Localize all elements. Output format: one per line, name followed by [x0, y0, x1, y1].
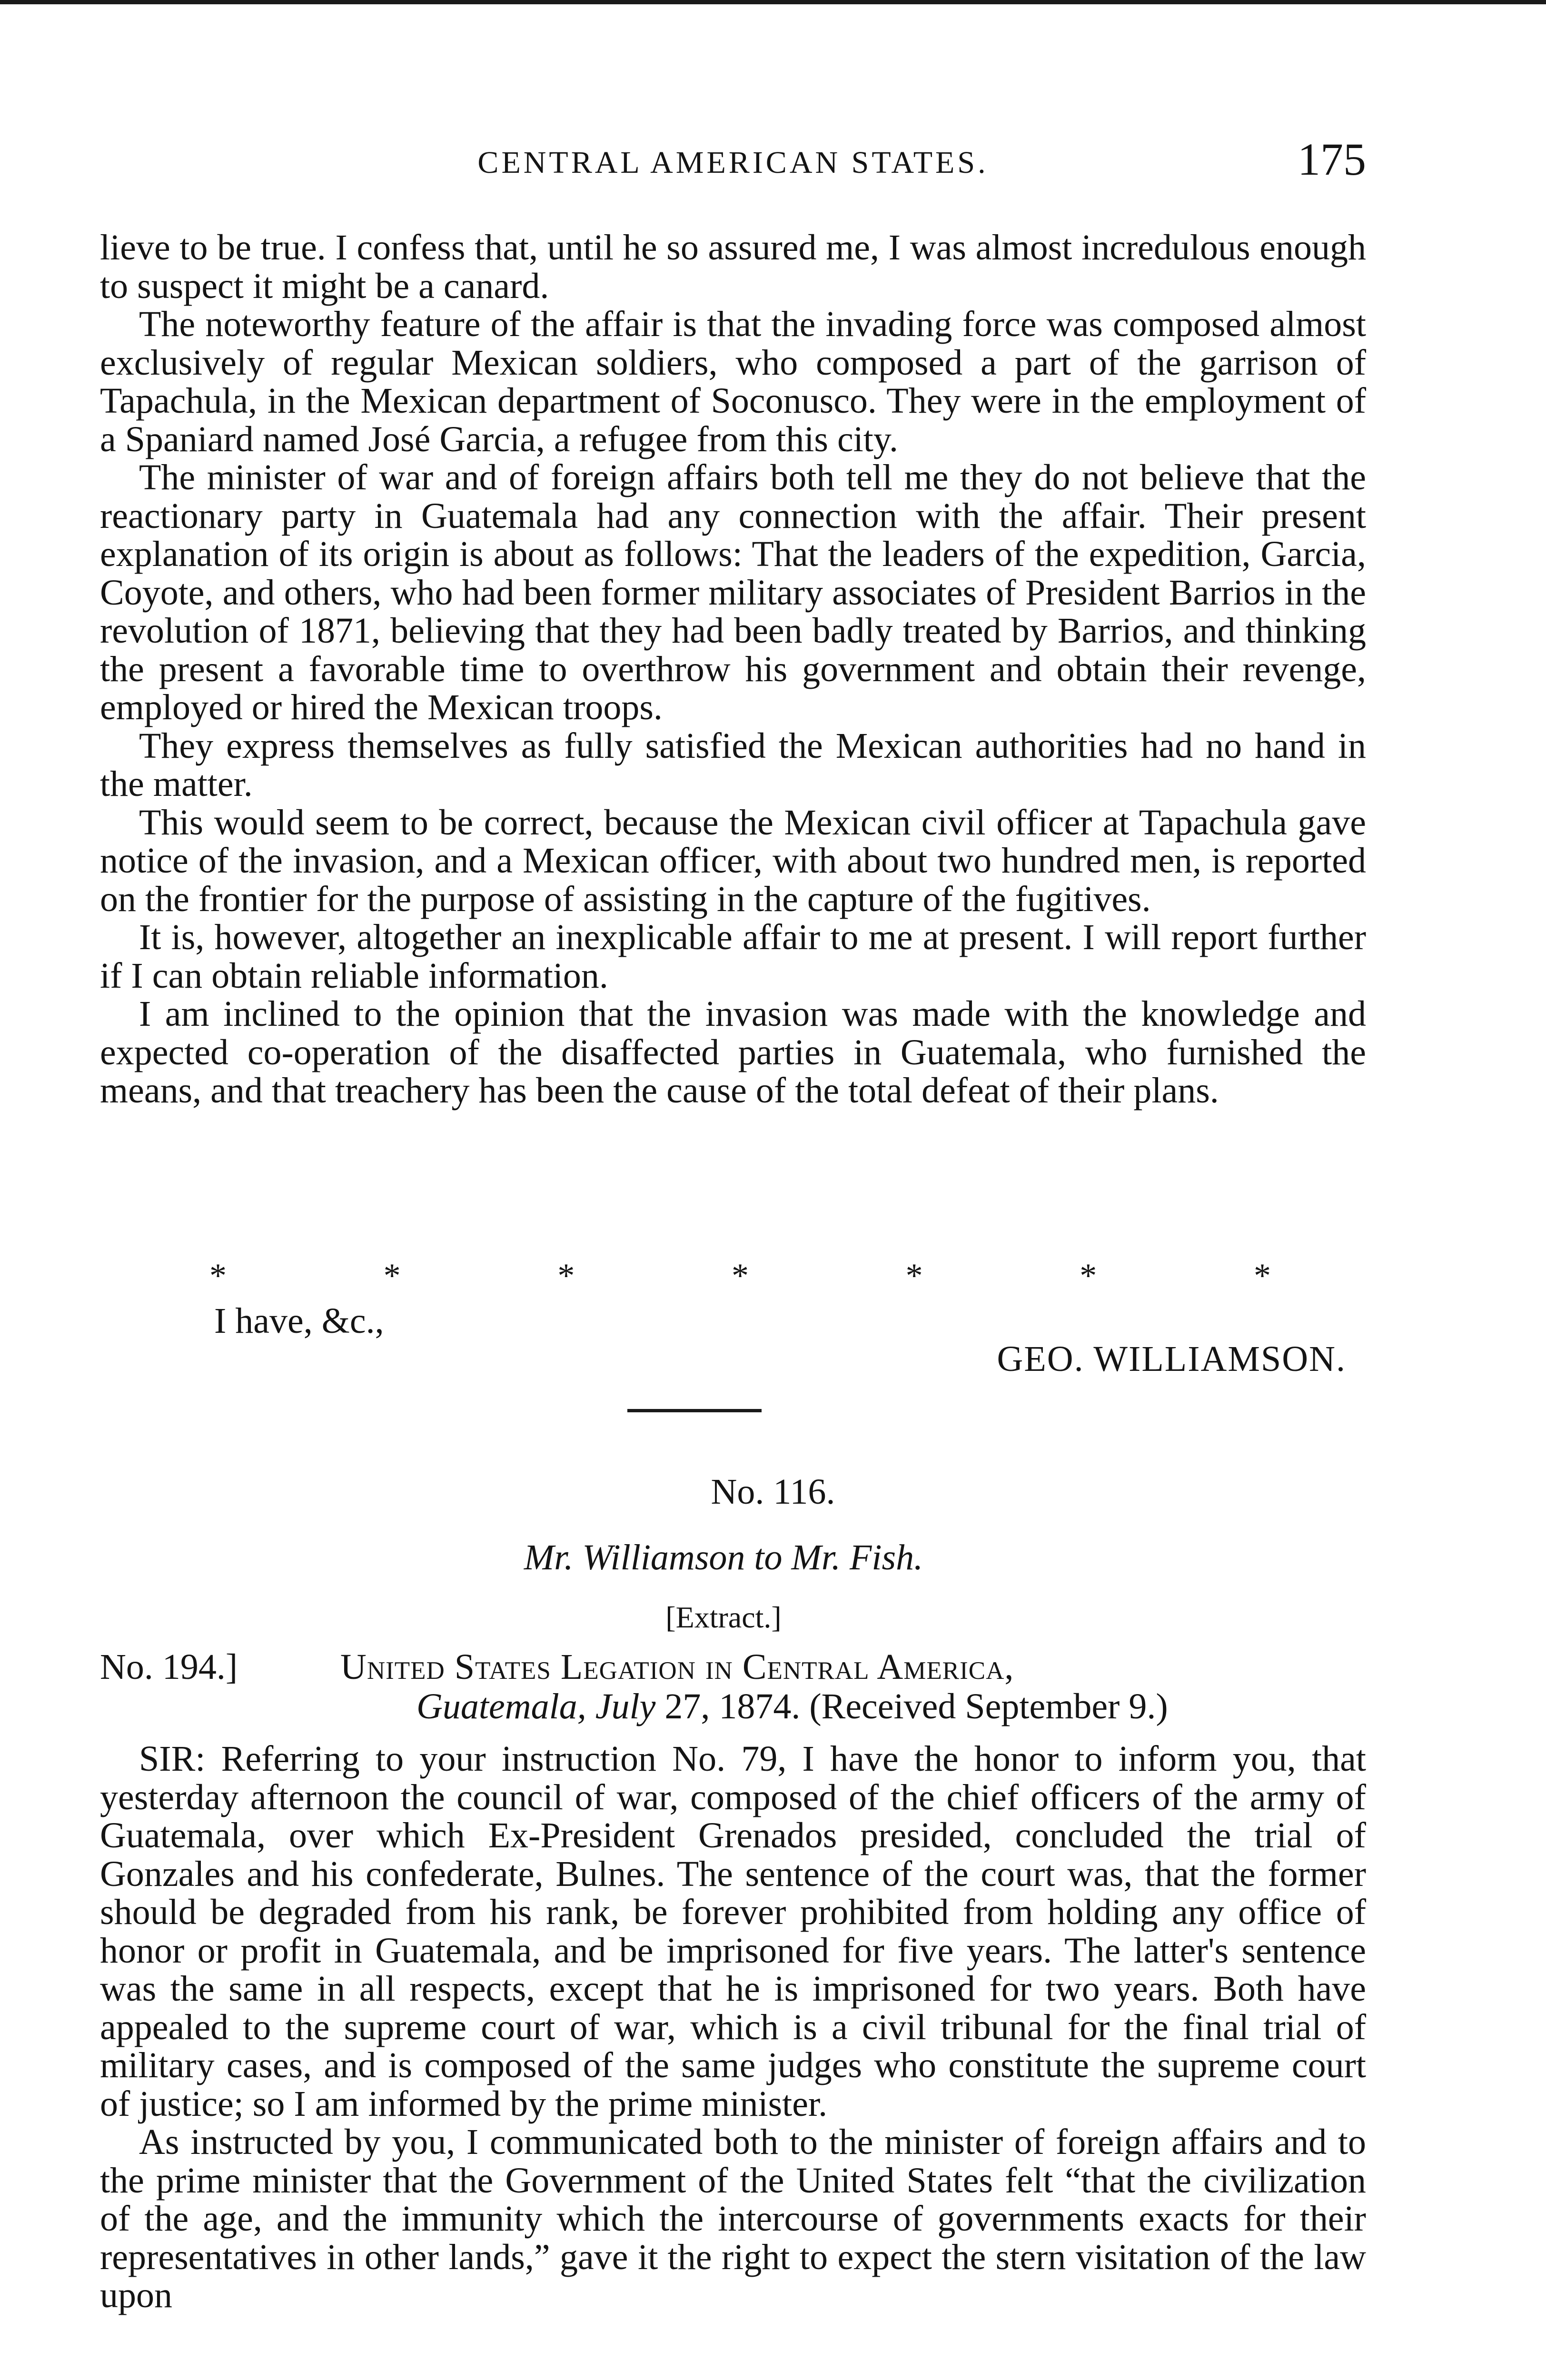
signature: GEO. WILLIAMSON. — [997, 1339, 1346, 1379]
asterisk: * — [1080, 1257, 1097, 1295]
top-border-rule — [0, 0, 1546, 4]
extract-note: [Extract.] — [665, 1600, 782, 1634]
page-title: CENTRAL AMERICAN STATES. — [477, 145, 989, 180]
body-text-bottom — [100, 1740, 1366, 2315]
asterisk: * — [1253, 1257, 1271, 1295]
running-head — [100, 129, 1366, 191]
received-note: (Received September 9.) — [809, 1686, 1168, 1726]
paragraph: The noteworthy feature of the affair is that the invading force was composed almost exclusively of regular Mexican soldiers, who composed a part of the garrison of Tapachula, in the Mexican department of Soconusco. They were in the employment of a Spaniard named José Garcia, a refugee from this city. — [100, 304, 1366, 459]
asterisk: * — [905, 1257, 923, 1295]
document-number: No. 116. — [711, 1472, 835, 1512]
paragraph: I am inclined to the opinion that the invasion was made with the knowledge and expected co-operation of the disaffected parties in Guatemala, who furnished the means, and that treachery has been the cause of the total defeat of their plans. — [100, 994, 1366, 1111]
legation-address: United States Legation in Central America, — [340, 1647, 1014, 1687]
asterisk: * — [731, 1257, 749, 1295]
body-text-top — [100, 228, 1366, 1110]
paragraph: This would seem to be correct, because the Mexican civil officer at Tapachula gave notice of the invasion, and a Mexican officer, with about two hundred men, is reported on the frontier for the purpose of assisting in the capture of the fugitives. — [100, 802, 1366, 919]
paragraph: It is, however, altogether an inexplicable affair to me at present. I will report further if I can obtain reliable information. — [100, 917, 1366, 996]
paragraph: SIR: Referring to your instruction No. 79, I have the honor to inform you, that yesterday afternoon the council of war, composed of the chief officers of the army of Guatemala, over which Ex-President Grenados presided, concluded the trial of Gonzales and his confederate, Bulnes. The sentence of the court was, that the former should be degraded from his rank, be forever prohibited from holding any office of honor or profit in Guatemala, and be imprisoned for five years. The latter's sentence was the same in all respects, except that he is imprisoned for two years. Both have appealed to the supreme court of war, which is a civil tribunal for the final trial of military cases, and is composed of the same judges who constitute the supreme court of justice; so I am informed by the prime minister. — [100, 1739, 1366, 2124]
dateline-place: Guatemala, July — [416, 1686, 656, 1726]
omission-asterisks — [209, 1257, 1271, 1295]
paragraph: The minister of war and of foreign affairs both tell me they do not believe that the reactionary party in Guatemala had any connection with the affair. Their present explanation of its origin is about as follows: That the leaders of the expedition, Garcia, Coyote, and others, who had been former military associates of President Barrios in the revolution of 1871, believing that they had been badly treated by Barrios, and thinking the present a favorable time to overthrow his government and obtain their revenge, employed or hired the Mexican troops. — [100, 457, 1366, 727]
asterisk: * — [557, 1257, 575, 1295]
paragraph-continued: lieve to be true. I confess that, until he so assured me, I was almost incredulous enough to suspect it might be a canard. — [100, 228, 1366, 306]
dispatch-number: No. 194.] — [100, 1647, 238, 1687]
dateline-date: 27, 1874. — [664, 1686, 801, 1726]
section-divider — [627, 1409, 762, 1412]
document-heading: Mr. Williamson to Mr. Fish. — [524, 1537, 923, 1577]
paragraph: As instructed by you, I communicated both to the minister of foreign affairs and to the prime minister that the Government of the United States felt “that the civilization of the age, and the immunity which the intercourse of governments exacts for their representatives in other lands,” gave it the right to expect the stern visitation of the law upon — [100, 2122, 1366, 2315]
letter-closing: I have, &c., — [214, 1301, 384, 1341]
paragraph: They express themselves as fully satisfied the Mexican authorities had no hand in the matter. — [100, 725, 1366, 804]
asterisk: * — [383, 1257, 401, 1295]
dateline — [416, 1686, 1168, 1726]
asterisk: * — [209, 1257, 227, 1295]
page-number: 175 — [1298, 134, 1366, 185]
